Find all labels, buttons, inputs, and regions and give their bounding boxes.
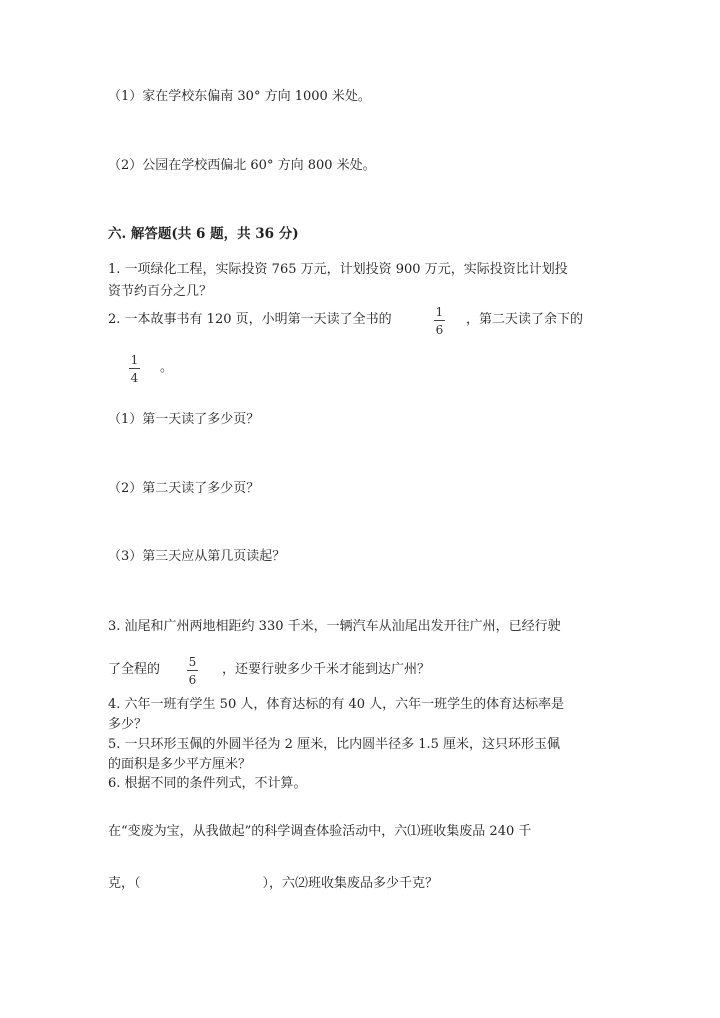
q1-line-1: 1. 一项绿化工程，实际投资 765 万元，计划投资 900 万元，实际投资比计划投 bbox=[108, 262, 568, 277]
q6-line-1: 在“变废为宝，从我做起”的科学调查体验活动中，六⑴班收集废品 240 千 bbox=[108, 824, 532, 839]
q2-sub-2: （2）第二天读了多少页？ bbox=[108, 481, 260, 496]
q6-title: 6. 根据不同的条件列式，不计算。 bbox=[108, 776, 307, 791]
q2-frac1-denominator: 6 bbox=[435, 323, 444, 337]
q3-frac-denominator: 6 bbox=[188, 673, 197, 687]
q2-line-1: 2. 一本故事书有 120 页，小明第一天读了全书的 bbox=[108, 312, 392, 327]
q3-line-2: 了全程的 bbox=[108, 662, 161, 677]
q3-frac-numerator: 5 bbox=[188, 655, 197, 669]
prev-answer-1: （1）家在学校东偏南 30° 方向 1000 米处。 bbox=[108, 89, 371, 104]
q2-sub-3: （3）第三天应从第几页读起？ bbox=[108, 549, 286, 564]
q6-line-2-before: 克，（ bbox=[108, 876, 141, 891]
q2-line-1-cont: ，第二天读了余下的 bbox=[466, 312, 584, 327]
q2-fraction-1 bbox=[434, 305, 445, 337]
q1-line-2: 资节约百分之几？ bbox=[108, 284, 213, 299]
q4-line-2: 多少？ bbox=[108, 717, 148, 732]
q2-line-2-end: 。 bbox=[160, 360, 174, 375]
q6-line-2 bbox=[108, 876, 438, 892]
q2-frac1-numerator: 1 bbox=[435, 305, 444, 319]
q5-line-1: 5. 一只环形玉佩的外圆半径为 2 厘米，比内圆半径多 1.5 厘米，这只环形玉佩 bbox=[108, 737, 561, 752]
q2-frac2-denominator: 4 bbox=[130, 371, 139, 385]
q3-line-1: 3. 汕尾和广州两地相距约 330 千米，一辆汽车从汕尾出发开往广州，已经行驶 bbox=[108, 619, 561, 634]
q2-frac2-numerator: 1 bbox=[130, 353, 139, 367]
prev-answer-2: （2）公园在学校西偏北 60° 方向 800 米处。 bbox=[108, 158, 376, 173]
q2-fraction-2 bbox=[129, 353, 140, 385]
q5-line-2: 的面积是多少平方厘米？ bbox=[108, 757, 252, 772]
fraction-bar bbox=[129, 368, 140, 369]
q2-sub-1: （1）第一天读了多少页？ bbox=[108, 412, 260, 427]
section-title: 六. 解答题(共 6 题，共 36 分) bbox=[108, 226, 299, 242]
fraction-bar bbox=[434, 320, 445, 321]
q6-line-2-after: ），六⑵班收集废品多少千克？ bbox=[262, 876, 439, 891]
q3-fraction bbox=[187, 655, 198, 687]
q3-line-2-cont: ，还要行驶多少千米才能到达广州？ bbox=[222, 662, 431, 677]
q4-line-1: 4. 六年一班有学生 50 人，体育达标的有 40 人，六年一班学生的体育达标率是 bbox=[108, 697, 565, 712]
fraction-bar bbox=[187, 670, 198, 671]
